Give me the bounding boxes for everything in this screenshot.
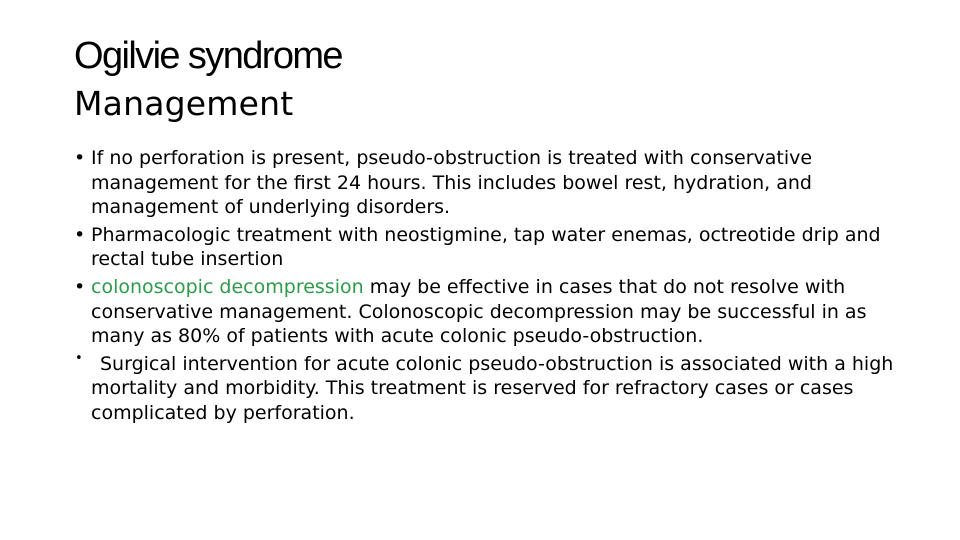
bullet-marker: • [74,147,86,169]
bullet-item-surgical [74,352,894,426]
bullet-list [74,146,894,429]
bullet-marker: • [75,350,83,366]
slide-title: Ogilvie syndrome [74,35,342,77]
bullet-text: may be effective in cases that do not resolve with conservative management. Colonoscopic decompression may be successful in as many as 80% of patients with acute colonic pseudo-obstruction. [91,275,867,348]
bullet-marker: • [74,275,86,298]
slide-subtitle: Management [74,84,294,123]
highlighted-term: colonoscopic decompression [91,275,364,298]
bullet-text: Pharmacologic treatment with neostigmine, tap water enemas, octreotide drip and rectal tube insertion [91,223,881,271]
bullet-text: Surgical intervention for acute colonic pseudo-obstruction is associated with a high mortality and morbidity. This treatment is reserved for refractory cases or cases complicated by perforation. [91,352,894,424]
bullet-item-colonoscopic [74,275,894,349]
bullet-text: If no perforation is present, pseudo-obstruction is treated with conservative management for the first 24 hours. This includes bowel rest, hydration, and management of underlying disorders. [91,147,813,219]
bullet-item-pharmacologic [74,223,894,272]
bullet-marker: • [74,223,86,246]
bullet-item-conservative [74,146,894,220]
